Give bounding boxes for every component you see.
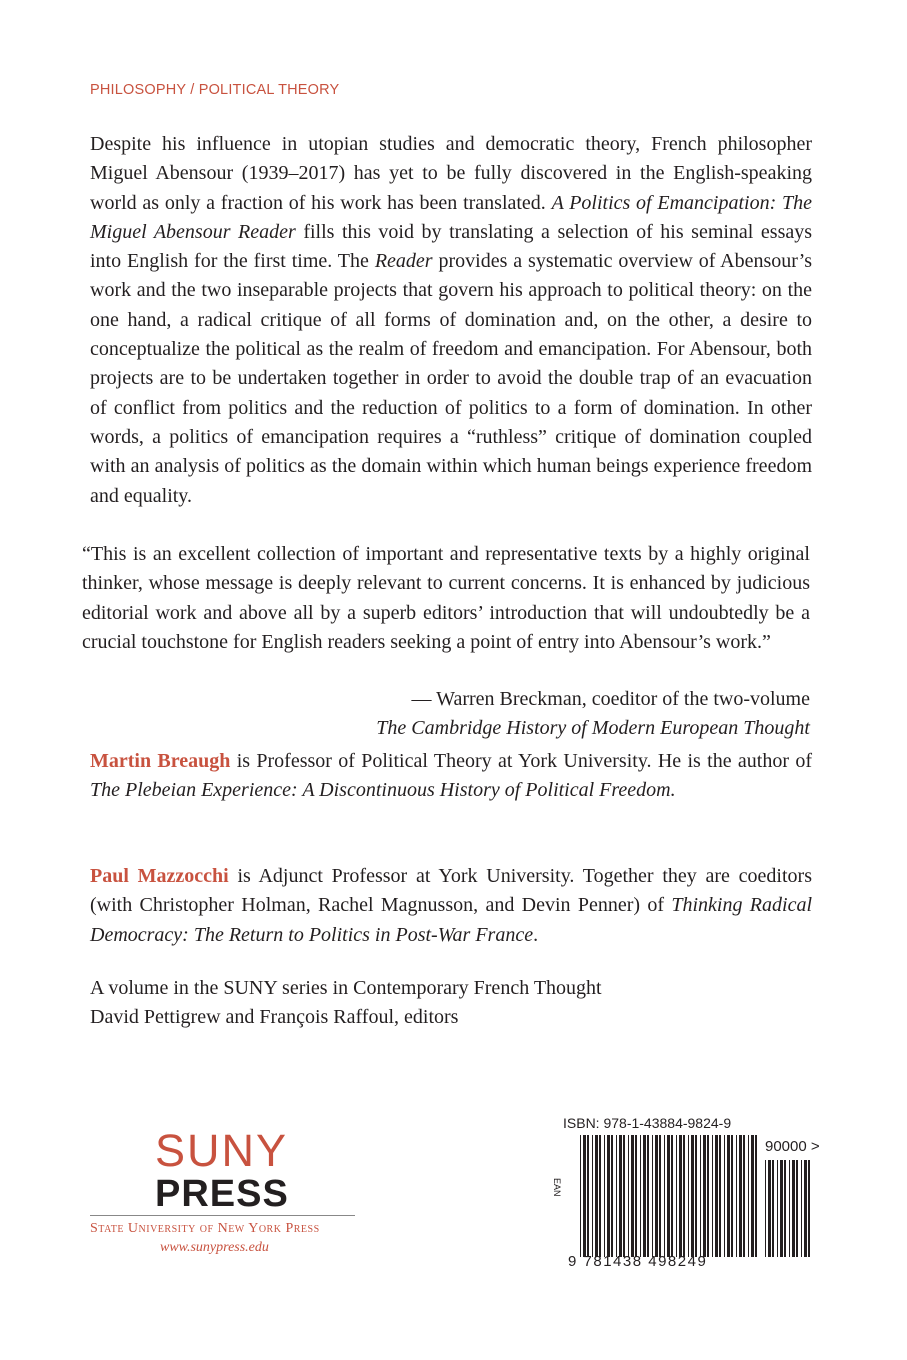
description-part-1: Despite his influence in utopian studies and democratic theory, French philosopher Miguel Abensour (1939–2017) has yet to be fully discovered in the English-speaking world as only a fraction of his work has been translated. — [90, 133, 812, 214]
reader-reference: Reader — [374, 250, 433, 273]
barcode-bar — [607, 1135, 610, 1257]
barcode-bar — [780, 1160, 783, 1257]
author-book-title: Thinking Radical Democracy: The Return to Politics in Post-War France — [90, 894, 813, 946]
barcode-bar — [695, 1135, 697, 1257]
ean-barcode — [580, 1135, 760, 1257]
barcode-bar — [643, 1135, 646, 1257]
barcode-bar — [580, 1135, 581, 1257]
barcode-bar — [796, 1160, 798, 1257]
barcode-bar — [789, 1160, 790, 1257]
series-info — [90, 974, 602, 1033]
barcode-bar — [727, 1135, 730, 1257]
barcode-bar — [712, 1135, 713, 1257]
publisher-logo-top: SUNY — [155, 1125, 289, 1176]
barcode-bar — [765, 1160, 766, 1257]
barcode-bar — [592, 1135, 593, 1257]
publisher-logo-bottom: PRESS — [155, 1173, 289, 1215]
author-bio-breaugh: Martin Breaugh is Professor of Political Theory at York University. He is the author of The Plebeian Experience: A Discontinuous History of Political Freedom. — [90, 750, 813, 802]
barcode-bar — [599, 1135, 601, 1257]
barcode-bar — [652, 1135, 653, 1257]
attribution-line-2: The Cambridge History of Modern European Thought — [376, 717, 810, 740]
barcode-digits: 9 781438 498249 — [568, 1253, 708, 1270]
barcode-bar — [715, 1135, 718, 1257]
barcode-bar — [731, 1135, 733, 1257]
barcode-bar — [768, 1160, 771, 1257]
series-line-1: A volume in the SUNY series in Contemporary French Thought — [90, 977, 602, 999]
barcode-bar — [667, 1135, 670, 1257]
barcode-bar — [751, 1135, 754, 1257]
barcode-bar — [659, 1135, 661, 1257]
endorsement-attribution — [376, 685, 810, 744]
category-label: PHILOSOPHY / POLITICAL THEORY — [90, 82, 340, 98]
barcode-bar — [664, 1135, 665, 1257]
logo-divider — [90, 1215, 355, 1216]
barcode-bar — [631, 1135, 634, 1257]
barcode-bar — [688, 1135, 689, 1257]
publisher-full-name: State University of New York Press — [90, 1221, 320, 1236]
description-part-3: provides a systematic overview of Abensour’s work and the two inseparable projects that govern his approach to political theory: on the one hand, a radical critique of all forms of domination and, on the other, a desire to conceptualize the political as the realm of freedom and emancipation. For Abensour, both projects are to be undertaken together in order to avoid the double trap of an evacuation of conflict from politics and the reduction of politics to a form of domination. In other words, a politics of emancipation requires a “ruthless” critique of domination coupled with an analysis of politics as the domain within which human beings experience freedom and equality. — [90, 250, 812, 507]
barcode-bar — [724, 1135, 725, 1257]
barcode-bar — [647, 1135, 649, 1257]
barcode-bar — [611, 1135, 613, 1257]
author-book-title: The Plebeian Experience: A Discontinuous History of Political Freedom. — [90, 779, 676, 802]
barcode-bar — [719, 1135, 721, 1257]
barcode-bar — [619, 1135, 622, 1257]
barcode-bar — [604, 1135, 605, 1257]
publisher-url: www.sunypress.edu — [160, 1240, 269, 1255]
price-code: 90000 > — [765, 1138, 820, 1155]
barcode-bar — [655, 1135, 658, 1257]
endorsement-quote: “This is an excellent collection of important and representative texts by a highly original thinker, whose message is deeply relevant to current concerns. It is enhanced by judicious editorial work and above all by a superb editors’ introduction that will undoubtedly be a crucial touchstone for English readers seeking a point of entry into Abensour’s work.” — [82, 543, 810, 653]
attribution-line-1: — Warren Breckman, coeditor of the two-volume — [411, 688, 810, 710]
ean-label: EAN — [552, 1178, 562, 1197]
barcode-bar — [808, 1160, 810, 1257]
book-title-reference: A Politics of Emancipation: The Miguel Abensour Reader — [90, 191, 813, 243]
barcode-bar — [755, 1135, 757, 1257]
barcode-bar — [679, 1135, 682, 1257]
barcode-bar — [784, 1160, 786, 1257]
description-part-2: fills this void by translating a selection of his seminal essays into English for the first time. The — [90, 220, 813, 273]
barcode-bar — [703, 1135, 706, 1257]
barcode-bar — [671, 1135, 673, 1257]
barcode-bar — [739, 1135, 742, 1257]
barcode-bar — [707, 1135, 709, 1257]
barcode-bar — [683, 1135, 685, 1257]
barcode-bar — [628, 1135, 629, 1257]
price-barcode — [765, 1160, 815, 1257]
author-name: Martin Breaugh — [90, 750, 231, 772]
barcode-bar — [801, 1160, 802, 1257]
isbn-label: ISBN: 978-1-43884-9824-9 — [563, 1115, 732, 1131]
barcode-bar — [616, 1135, 617, 1257]
barcode-bar — [640, 1135, 641, 1257]
barcode-bar — [777, 1160, 778, 1257]
barcode-bar — [595, 1135, 598, 1257]
barcode-bar — [792, 1160, 795, 1257]
series-line-2: David Pettigrew and François Raffoul, editors — [90, 1006, 459, 1029]
barcode-bar — [743, 1135, 745, 1257]
barcode-bar — [748, 1135, 749, 1257]
book-description — [90, 130, 812, 511]
barcode-bar — [700, 1135, 701, 1257]
barcode-bar — [587, 1135, 589, 1257]
barcode-bar — [691, 1135, 694, 1257]
barcode-bar — [635, 1135, 637, 1257]
barcode-bar — [736, 1135, 737, 1257]
barcode-bar — [676, 1135, 677, 1257]
barcode-bar — [772, 1160, 774, 1257]
barcode-bar — [583, 1135, 586, 1257]
author-name: Paul Mazzocchi — [90, 865, 229, 887]
barcode-bar — [804, 1160, 807, 1257]
barcode-bar — [623, 1135, 625, 1257]
author-bio-mazzocchi: Paul Mazzocchi is Adjunct Professor at York University. Together they are coeditors (with Christopher Holman, Rachel Magnusson, and Devin Penner) of Thinking Radical Democracy: The Return to Politics in Post-War France. — [90, 865, 813, 946]
